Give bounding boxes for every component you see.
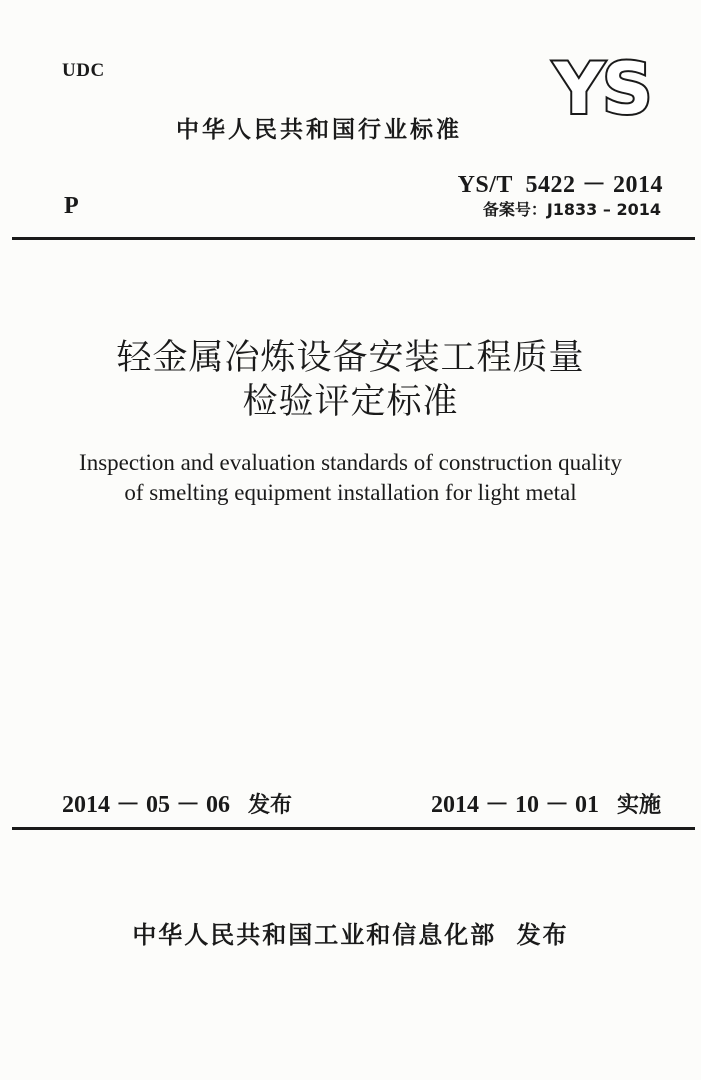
standard-number: YS/T 5422 － 2014 [457, 172, 663, 198]
issue-label: 发布 [248, 793, 293, 818]
classification-code: P [64, 193, 79, 219]
title-english-line2: of smelting equipment installation for light metal [124, 480, 577, 505]
title-chinese-line2: 检验评定标准 [242, 382, 459, 422]
bottom-divider [12, 827, 695, 830]
ys-logo-text: YS [553, 55, 651, 121]
implement-date-block [431, 784, 661, 819]
publish-label: 发布 [516, 921, 569, 949]
record-number: 备案号：J1833 – 2014 [482, 200, 661, 219]
implement-label: 实施 [616, 793, 661, 818]
publisher-name: 中华人民共和国工业和信息化部 [132, 921, 497, 949]
issuer-category: 中华人民共和国行业标准 [176, 117, 462, 143]
implement-date: 2014 － 10 － 01 [430, 792, 599, 818]
title-chinese-line1: 轻金属冶炼设备安装工程质量 [116, 338, 585, 378]
udc-label: UDC [62, 60, 105, 81]
ys-logo [540, 55, 664, 121]
issue-date-block [62, 784, 292, 819]
top-divider [12, 237, 695, 240]
title-english-line1: Inspection and evaluation standards of construction quality [79, 450, 622, 475]
issue-date: 2014 － 05 － 06 [62, 792, 230, 818]
publisher-block [0, 915, 701, 950]
